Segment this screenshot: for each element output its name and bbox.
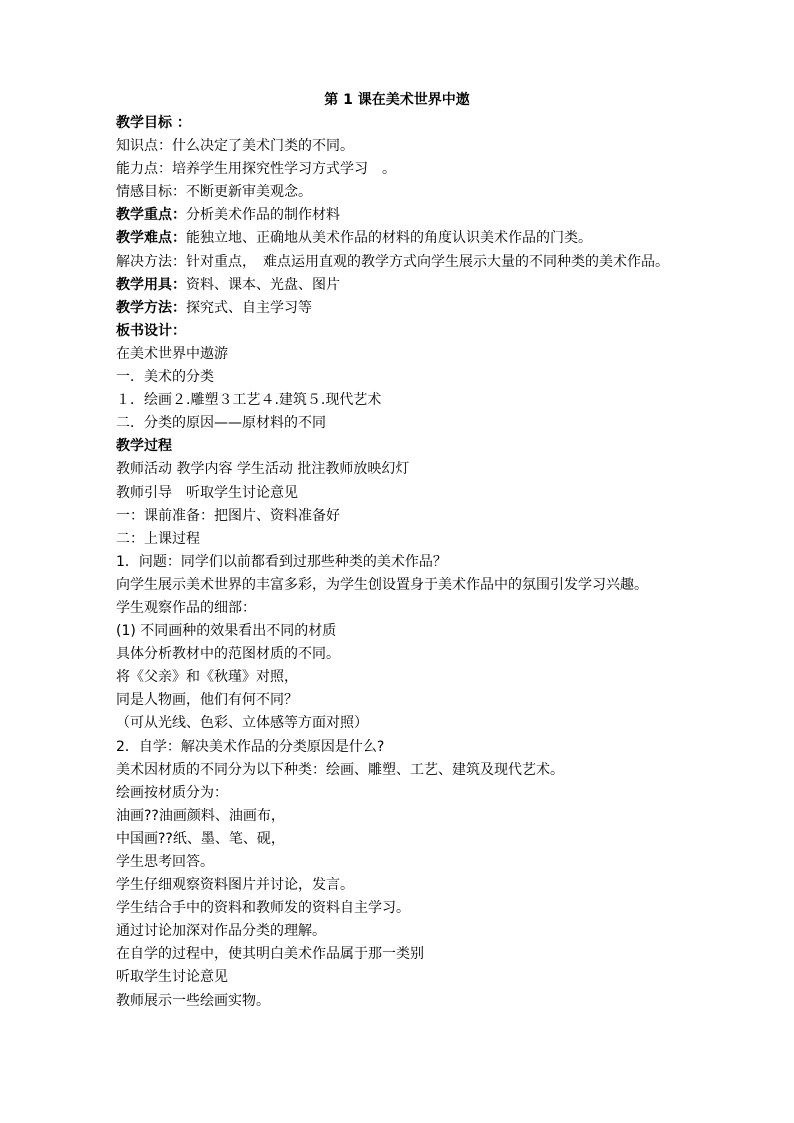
paragraph: 中国画??纸、墨、笔、砚， (116, 830, 285, 847)
paragraph: 听取学生讨论意见 (116, 969, 228, 986)
process-heading: 教学过程 (116, 438, 172, 455)
paragraph: 学生仔细观察资料图片并讨论，发言。 (116, 877, 354, 894)
step-prepare: 一：课前准备：把图片、资料准备好 (116, 507, 340, 524)
paragraph: 学生结合手中的资料和教师发的资料自主学习。 (116, 900, 410, 917)
board-item: １．绘画２.雕塑３工艺４.建筑５.现代艺术 (116, 392, 382, 409)
paragraph: (1) 不同画种的效果看出不同的材质 (116, 623, 337, 640)
board-item: 二．分类的原因——原材料的不同 (116, 415, 326, 432)
paragraph: 美术因材质的不同分为以下种类：绘画、雕塑、工艺、建筑及现代艺术。 (116, 761, 564, 778)
key-point-label: 教学重点： (116, 207, 186, 224)
step-class: 二：上课过程 (116, 530, 200, 547)
paragraph: 学生思考回答。 (116, 854, 214, 870)
board-title: 在美术世界中遨游 (116, 345, 228, 362)
paragraph: 通过讨论加深对作品分类的理解。 (116, 923, 326, 940)
paragraph: 绘画按材质分为： (116, 784, 228, 801)
ability-point: 能力点：培养学生用探究性学习方式学习 。 (116, 161, 396, 178)
methods-text: 探究式、自主学习等 (186, 299, 312, 316)
difficulty-point (116, 227, 716, 250)
question-one: 1．问题：同学们以前都看到过那些种类的美术作品？ (116, 553, 447, 570)
knowledge-point: 知识点：什么决定了美术门类的不同。 (116, 138, 354, 155)
paragraph: 同是人物画，他们有何不同？ (116, 692, 298, 709)
paragraph: 向学生展示美术世界的丰富多彩，为学生创设置身于美术作品中的氛围引发学习兴趣。 (116, 576, 648, 593)
tools-text: 资料、课本、光盘、图片 (186, 276, 340, 293)
solution-method: 解决方法：针对重点， 难点运用直观的教学方式向学生展示大量的不同种类的美术作品。 (116, 253, 669, 270)
paragraph: （可从光线、色彩、立体感等方面对照） (116, 715, 368, 732)
process-guide: 教师引导 听取学生讨论意见 (116, 484, 298, 501)
paragraph: 在自学的过程中，使其明白美术作品属于那一类别 (116, 946, 424, 963)
page-title: 第 1 课在美术世界中遨 (324, 92, 470, 108)
emotion-goal: 情感目标：不断更新审美观念。 (116, 184, 312, 201)
teaching-methods (116, 297, 716, 320)
key-point (116, 204, 716, 227)
paragraph: 学生观察作品的细部： (116, 599, 256, 616)
process-columns: 教师活动 教学内容 学生活动 批注教师放映幻灯 (116, 461, 410, 478)
lesson-plan-body (116, 112, 716, 1013)
teaching-tools (116, 274, 716, 297)
paragraph: 油画??油画颜料、油画布， (116, 807, 285, 824)
paragraph: 教师展示一些绘画实物。 (116, 992, 270, 1009)
tools-label: 教学用具： (116, 276, 186, 293)
difficulty-label: 教学难点： (116, 230, 186, 247)
methods-label: 教学方法： (116, 299, 186, 316)
difficulty-text: 能独立地、正确地从美术作品的材料的角度认识美术作品的门类。 (186, 230, 592, 247)
board-item: 一．美术的分类 (116, 369, 214, 386)
key-point-text: 分析美术作品的制作材料 (186, 207, 340, 224)
objectives-heading: 教学目标 ： (116, 115, 191, 131)
paragraph: 将《父亲》和《秋瑾》对照， (116, 669, 298, 686)
board-design-heading: 板书设计： (116, 322, 186, 339)
question-two: 2．自学：解决美术作品的分类原因是什么? (116, 738, 385, 755)
paragraph: 具体分析教材中的范图材质的不同。 (116, 646, 340, 663)
